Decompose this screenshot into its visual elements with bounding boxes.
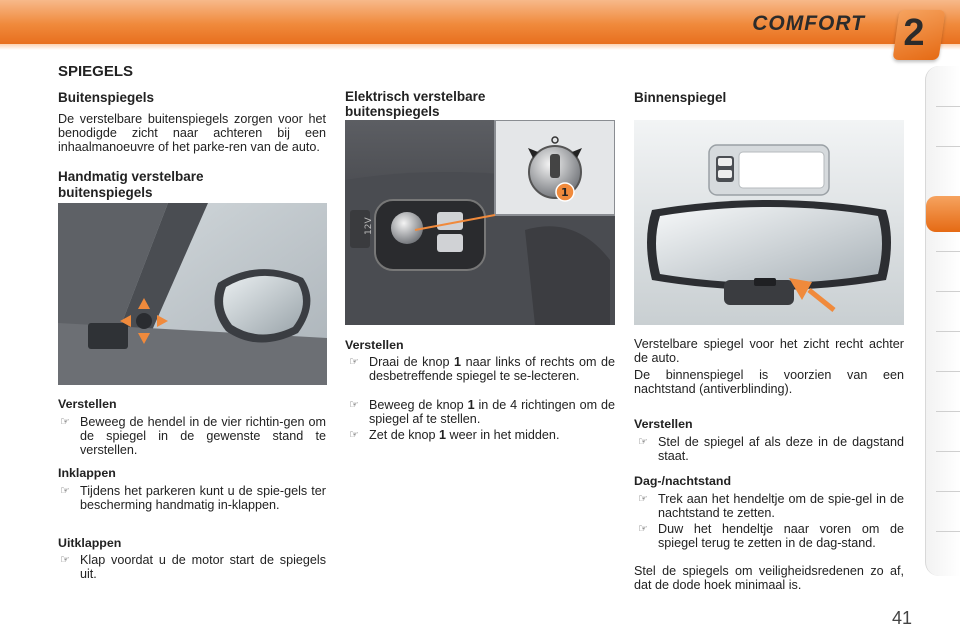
bullet-elektrisch-2	[349, 398, 615, 426]
heading-elektrisch-line2: buitenspiegels	[345, 104, 440, 119]
bullet-binnen-verstellen	[638, 435, 904, 463]
pointing-hand-icon: ☞	[349, 429, 359, 441]
chapter-tab[interactable]	[936, 251, 960, 252]
switch-label-12v: 12V	[364, 217, 374, 235]
chapter-tab[interactable]	[936, 106, 960, 107]
pointing-hand-icon: ☞	[638, 436, 648, 448]
binnenspiegel-text-1: Verstelbare spiegel voor het zicht recht achter de auto.	[634, 337, 904, 365]
page-title: SPIEGELS	[58, 63, 134, 80]
closing-text: Stel de spiegels om veiligheidsredenen zo af, dat de dode hoek minimaal is.	[634, 564, 904, 592]
page-number: 41	[891, 608, 912, 628]
knob-number: 1	[439, 428, 447, 442]
heading-handmatig: Handmatig verstelbare buitenspiegels	[58, 169, 204, 200]
bullet-uitklappen	[60, 553, 326, 581]
label-verstellen-3: Verstellen	[634, 417, 693, 431]
callout-1: 1	[561, 186, 569, 199]
chapter-tab[interactable]	[936, 411, 960, 412]
pointing-hand-icon: ☞	[60, 554, 70, 566]
bullet-text: Draai de knop	[369, 355, 455, 369]
binnenspiegel-text-2: De binnenspiegel is voorzien van een nachtstand (antiverblinding).	[634, 368, 904, 396]
bullet-nachtstand	[638, 492, 904, 520]
heading-elektrisch-line1: Elektrisch verstelbare	[345, 89, 486, 104]
bullet-text: Trek aan het hendeltje om de spie-gel in de nachtstand te zetten.	[658, 492, 904, 520]
bullet-text: Zet de knop	[369, 428, 440, 442]
pointing-hand-icon: ☞	[60, 416, 70, 428]
bullet-text: in de 4 richtingen om de spiegel af te stellen.	[369, 398, 615, 426]
label-inklappen: Inklappen	[58, 466, 116, 480]
heading-binnenspiegel: Binnenspiegel	[634, 90, 727, 105]
label-uitklappen: Uitklappen	[58, 536, 122, 550]
header-stripe	[0, 44, 960, 50]
bullet-verstellen-1	[60, 415, 326, 457]
label-verstellen-1: Verstellen	[58, 397, 117, 411]
bullet-text: Duw het hendeltje naar voren om de spiegel terug te zetten in de dag-stand.	[658, 522, 904, 550]
pointing-hand-icon: ☞	[638, 523, 648, 535]
chapter-tab[interactable]	[936, 371, 960, 372]
bullet-text: Beweeg de hendel in de vier richtin-gen om de spiegel in de gewenste stand te verstellen.	[80, 415, 326, 457]
interior-mirror-photo	[634, 120, 904, 325]
chapter-tab-active[interactable]	[926, 196, 960, 232]
pointing-hand-icon: ☞	[349, 399, 359, 411]
chapter-tab[interactable]	[936, 146, 960, 147]
bullet-elektrisch-1	[349, 355, 615, 383]
pointing-hand-icon: ☞	[638, 493, 648, 505]
bullet-text: Stel de spiegel af als deze in de dagstand staat.	[658, 435, 904, 463]
pointing-hand-icon: ☞	[60, 485, 70, 497]
bullet-text: Klap voordat u de motor start de spiegels uit.	[80, 553, 326, 581]
pointing-hand-icon: ☞	[349, 356, 359, 368]
chapter-tab[interactable]	[936, 531, 960, 532]
manual-mirror-illustration	[58, 203, 327, 385]
bullet-dagstand	[638, 522, 904, 550]
page-header	[0, 0, 960, 54]
chapter-tab[interactable]	[936, 451, 960, 452]
chapter-tab[interactable]	[936, 291, 960, 292]
bullet-text: naar links of rechts om de desbetreffende spiegel te se-lecteren.	[369, 355, 615, 383]
knob-number: 1	[467, 398, 475, 412]
chapter-tabs	[925, 66, 960, 576]
label-verstellen-2: Verstellen	[345, 338, 404, 352]
bullet-text: weer in het midden.	[446, 428, 560, 442]
bullet-inklappen	[60, 484, 326, 512]
bullet-elektrisch-3	[349, 428, 615, 442]
chapter-tab[interactable]	[936, 331, 960, 332]
chapter-title: COMFORT	[752, 12, 865, 35]
knob-number: 1	[454, 355, 462, 369]
intro-text: De verstelbare buitenspiegels zorgen voor het benodigde zicht naar achteren bij een inhaalmanoeuvre of het parke-ren van de auto.	[58, 112, 326, 154]
electric-switch-illustration	[345, 120, 615, 325]
manual-mirror-photo	[58, 203, 327, 385]
bullet-text: Beweeg de knop	[369, 398, 468, 412]
chapter-tab[interactable]	[936, 491, 960, 492]
electric-mirror-switch-photo	[345, 120, 615, 325]
heading-buitenspiegels: Buitenspiegels	[58, 90, 155, 105]
interior-mirror-illustration	[634, 120, 904, 325]
label-dag-nachtstand: Dag-/nachtstand	[634, 474, 732, 488]
bullet-text: Tijdens het parkeren kunt u de spie-gels ter bescherming handmatig in-klappen.	[80, 484, 326, 512]
chapter-number: 2	[903, 12, 925, 54]
